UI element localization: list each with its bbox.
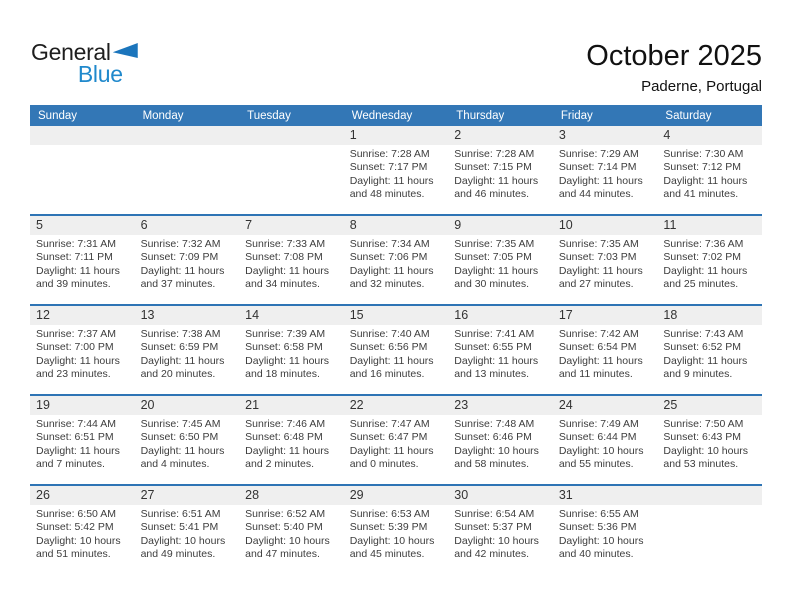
general-blue-logo <box>31 39 138 87</box>
sunset-text: Sunset: 6:46 PM <box>454 431 532 444</box>
day-number: 9 <box>448 216 553 235</box>
sunset-text: Sunset: 7:05 PM <box>454 251 532 264</box>
day-number: 15 <box>344 306 449 325</box>
day-info <box>239 505 344 562</box>
day-info <box>553 505 658 562</box>
daylight-text-line2: and 23 minutes. <box>36 368 111 381</box>
day-info <box>135 505 240 562</box>
daylight-text-line1: Daylight: 10 hours <box>558 444 644 457</box>
day-number: 17 <box>553 306 658 325</box>
day-info <box>657 325 762 382</box>
sunset-text: Sunset: 5:40 PM <box>245 521 323 534</box>
day-cell-6 <box>135 216 240 304</box>
sunset-text: Sunset: 7:12 PM <box>663 161 742 174</box>
day-info <box>344 235 449 292</box>
logo-text-blue: Blue <box>77 61 123 87</box>
day-number: 7 <box>239 216 344 235</box>
masthead-titles <box>586 40 762 96</box>
location-subtitle: Paderne, Portugal <box>641 78 762 95</box>
sunrise-text: Sunrise: 7:40 AM <box>349 328 430 340</box>
daylight-text-line1: Daylight: 11 hours <box>349 264 434 277</box>
day-cell-12 <box>30 306 135 394</box>
sunrise-text: Sunrise: 7:36 AM <box>663 238 744 250</box>
day-number: 28 <box>239 486 344 505</box>
sunset-text: Sunset: 5:36 PM <box>558 521 637 534</box>
day-number: 29 <box>344 486 449 505</box>
day-number: 30 <box>448 486 553 505</box>
day-cell-15 <box>344 306 449 394</box>
day-info <box>553 235 658 292</box>
day-number: 31 <box>553 486 658 505</box>
day-info <box>239 325 344 382</box>
daylight-text-line2: and 40 minutes. <box>558 548 634 561</box>
sunrise-text: Sunrise: 6:51 AM <box>140 508 221 520</box>
sunrise-text: Sunrise: 7:28 AM <box>454 148 535 160</box>
day-cell-empty <box>30 126 135 214</box>
day-info <box>657 505 762 508</box>
day-info <box>344 325 449 382</box>
day-number: 19 <box>30 396 135 415</box>
daylight-text-line2: and 20 minutes. <box>140 368 216 381</box>
daylight-text-line1: Daylight: 11 hours <box>558 174 643 187</box>
weekday-header-monday: Monday <box>142 109 184 122</box>
sunrise-text: Sunrise: 7:50 AM <box>663 418 744 430</box>
daylight-text-line1: Daylight: 10 hours <box>36 534 121 547</box>
day-cell-3 <box>553 126 658 214</box>
sunset-text: Sunset: 7:15 PM <box>454 161 532 174</box>
sunset-text: Sunset: 6:55 PM <box>454 341 532 354</box>
day-cell-22 <box>344 396 449 484</box>
day-cell-11 <box>657 216 762 304</box>
day-cell-18 <box>657 306 762 394</box>
day-number: 24 <box>553 396 658 415</box>
sunset-text: Sunset: 7:02 PM <box>663 251 742 264</box>
daylight-text-line2: and 48 minutes. <box>349 188 425 201</box>
sunrise-text: Sunrise: 7:45 AM <box>140 418 221 430</box>
day-number: 12 <box>30 306 135 325</box>
sunset-text: Sunset: 5:42 PM <box>36 521 114 534</box>
day-number: 25 <box>657 396 762 415</box>
day-number: 10 <box>553 216 658 235</box>
day-info <box>135 145 240 148</box>
sunrise-text: Sunrise: 7:43 AM <box>663 328 744 340</box>
sunset-text: Sunset: 7:11 PM <box>36 251 113 264</box>
day-info <box>344 505 449 562</box>
daylight-text-line2: and 30 minutes. <box>454 278 529 291</box>
day-cell-27 <box>135 486 240 574</box>
daylight-text-line2: and 13 minutes. <box>454 368 529 381</box>
day-cell-24 <box>553 396 658 484</box>
sunrise-text: Sunrise: 7:32 AM <box>140 238 221 250</box>
sunrise-text: Sunrise: 7:41 AM <box>454 328 535 340</box>
sunset-text: Sunset: 6:44 PM <box>558 431 637 444</box>
sunrise-text: Sunrise: 7:28 AM <box>349 148 430 160</box>
daylight-text-line2: and 55 minutes. <box>558 458 634 471</box>
sunset-text: Sunset: 6:50 PM <box>140 431 219 444</box>
daylight-text-line1: Daylight: 11 hours <box>349 174 434 187</box>
day-info <box>239 235 344 292</box>
calendar-table <box>30 105 762 574</box>
day-number: 2 <box>448 126 553 145</box>
calendar-weeks <box>30 126 762 574</box>
daylight-text-line2: and 46 minutes. <box>454 188 529 201</box>
daylight-text-line1: Daylight: 11 hours <box>140 264 225 277</box>
daylight-text-line2: and 18 minutes. <box>245 368 320 381</box>
daylight-text-line2: and 16 minutes. <box>349 368 425 381</box>
day-info <box>30 235 135 292</box>
day-number: 3 <box>553 126 658 145</box>
sunrise-text: Sunrise: 6:54 AM <box>454 508 535 520</box>
daylight-text-line2: and 47 minutes. <box>245 548 320 561</box>
day-cell-25 <box>657 396 762 484</box>
daylight-text-line2: and 0 minutes. <box>349 458 419 471</box>
daylight-text-line1: Daylight: 11 hours <box>663 174 748 187</box>
daylight-text-line2: and 11 minutes. <box>558 368 633 381</box>
day-info <box>448 145 553 202</box>
daylight-text-line2: and 37 minutes. <box>140 278 216 291</box>
daylight-text-line1: Daylight: 10 hours <box>349 534 435 547</box>
weekday-header-sunday: Sunday <box>38 109 78 122</box>
day-cell-31 <box>553 486 658 574</box>
day-cell-29 <box>344 486 449 574</box>
day-number: 14 <box>239 306 344 325</box>
sunrise-text: Sunrise: 7:46 AM <box>245 418 326 430</box>
sunset-text: Sunset: 6:52 PM <box>663 341 742 354</box>
logo-text-general: General <box>31 39 111 65</box>
day-info <box>30 505 135 562</box>
day-number <box>239 126 344 145</box>
daylight-text-line1: Daylight: 10 hours <box>245 534 330 547</box>
sunset-text: Sunset: 6:47 PM <box>349 431 428 444</box>
day-cell-14 <box>239 306 344 394</box>
sunset-text: Sunset: 7:17 PM <box>349 161 428 174</box>
sunrise-text: Sunrise: 7:35 AM <box>558 238 639 250</box>
sunset-text: Sunset: 6:58 PM <box>245 341 323 354</box>
day-cell-9 <box>448 216 553 304</box>
day-cell-empty <box>657 486 762 574</box>
day-info <box>30 145 135 148</box>
sunset-text: Sunset: 7:03 PM <box>558 251 637 264</box>
daylight-text-line1: Daylight: 11 hours <box>36 264 120 277</box>
daylight-text-line1: Daylight: 11 hours <box>140 354 225 367</box>
daylight-text-line1: Daylight: 11 hours <box>36 354 120 367</box>
sunset-text: Sunset: 5:39 PM <box>349 521 428 534</box>
sunset-text: Sunset: 7:08 PM <box>245 251 323 264</box>
day-info <box>239 145 344 148</box>
daylight-text-line2: and 39 minutes. <box>36 278 111 291</box>
sunrise-text: Sunrise: 7:35 AM <box>454 238 535 250</box>
sunset-text: Sunset: 6:54 PM <box>558 341 637 354</box>
week-row <box>30 214 762 304</box>
day-number: 4 <box>657 126 762 145</box>
sunrise-text: Sunrise: 7:37 AM <box>36 328 116 340</box>
sunset-text: Sunset: 6:59 PM <box>140 341 219 354</box>
day-number: 8 <box>344 216 449 235</box>
sunset-text: Sunset: 7:09 PM <box>140 251 219 264</box>
day-cell-2 <box>448 126 553 214</box>
daylight-text-line2: and 41 minutes. <box>663 188 739 201</box>
sunrise-text: Sunrise: 7:49 AM <box>558 418 639 430</box>
day-cell-28 <box>239 486 344 574</box>
day-cell-23 <box>448 396 553 484</box>
daylight-text-line2: and 9 minutes. <box>663 368 733 381</box>
daylight-text-line2: and 53 minutes. <box>663 458 739 471</box>
day-number: 13 <box>135 306 240 325</box>
daylight-text-line1: Daylight: 11 hours <box>663 264 748 277</box>
daylight-text-line1: Daylight: 11 hours <box>245 354 329 367</box>
day-cell-8 <box>344 216 449 304</box>
daylight-text-line2: and 45 minutes. <box>349 548 425 561</box>
month-title: October 2025 <box>586 40 762 72</box>
daylight-text-line1: Daylight: 11 hours <box>454 354 539 367</box>
sunrise-text: Sunrise: 7:39 AM <box>245 328 326 340</box>
sunrise-text: Sunrise: 6:55 AM <box>558 508 639 520</box>
daylight-text-line1: Daylight: 10 hours <box>140 534 226 547</box>
daylight-text-line1: Daylight: 11 hours <box>349 354 434 367</box>
weekday-header-saturday: Saturday <box>665 109 712 122</box>
day-cell-empty <box>135 126 240 214</box>
day-info <box>448 505 553 562</box>
daylight-text-line1: Daylight: 11 hours <box>245 444 329 457</box>
day-info <box>657 145 762 202</box>
day-info <box>657 235 762 292</box>
daylight-text-line2: and 58 minutes. <box>454 458 529 471</box>
daylight-text-line1: Daylight: 11 hours <box>454 174 539 187</box>
day-info <box>135 325 240 382</box>
sunrise-text: Sunrise: 6:50 AM <box>36 508 116 520</box>
day-number: 21 <box>239 396 344 415</box>
sunrise-text: Sunrise: 7:44 AM <box>36 418 116 430</box>
day-number: 18 <box>657 306 762 325</box>
day-info <box>30 415 135 472</box>
day-cell-empty <box>239 126 344 214</box>
daylight-text-line2: and 7 minutes. <box>36 458 105 471</box>
logo-triangle-icon <box>113 43 138 58</box>
daylight-text-line2: and 25 minutes. <box>663 278 739 291</box>
daylight-text-line2: and 51 minutes. <box>36 548 111 561</box>
daylight-text-line1: Daylight: 10 hours <box>663 444 749 457</box>
sunset-text: Sunset: 5:37 PM <box>454 521 532 534</box>
day-info <box>239 415 344 472</box>
day-info <box>135 415 240 472</box>
sunrise-text: Sunrise: 7:47 AM <box>349 418 430 430</box>
day-info <box>553 325 658 382</box>
sunset-text: Sunset: 7:06 PM <box>349 251 428 264</box>
day-cell-5 <box>30 216 135 304</box>
day-cell-20 <box>135 396 240 484</box>
weekday-header-tuesday: Tuesday <box>247 109 291 122</box>
week-row <box>30 394 762 484</box>
day-info <box>30 325 135 382</box>
daylight-text-line1: Daylight: 11 hours <box>454 264 539 277</box>
daylight-text-line1: Daylight: 11 hours <box>140 444 225 457</box>
day-number <box>30 126 135 145</box>
week-row <box>30 126 762 214</box>
day-number: 1 <box>344 126 449 145</box>
day-number: 11 <box>657 216 762 235</box>
daylight-text-line2: and 34 minutes. <box>245 278 320 291</box>
day-cell-21 <box>239 396 344 484</box>
day-info <box>448 235 553 292</box>
day-number: 20 <box>135 396 240 415</box>
daylight-text-line1: Daylight: 11 hours <box>663 354 748 367</box>
day-cell-10 <box>553 216 658 304</box>
daylight-text-line2: and 32 minutes. <box>349 278 425 291</box>
day-number: 26 <box>30 486 135 505</box>
daylight-text-line1: Daylight: 11 hours <box>558 354 643 367</box>
day-number <box>657 486 762 505</box>
daylight-text-line1: Daylight: 10 hours <box>454 444 539 457</box>
daylight-text-line2: and 4 minutes. <box>140 458 210 471</box>
daylight-text-line2: and 44 minutes. <box>558 188 634 201</box>
sunrise-text: Sunrise: 7:29 AM <box>558 148 639 160</box>
day-info <box>553 415 658 472</box>
daylight-text-line2: and 49 minutes. <box>140 548 216 561</box>
sunset-text: Sunset: 7:14 PM <box>558 161 637 174</box>
day-cell-4 <box>657 126 762 214</box>
weekday-header-row <box>30 105 762 126</box>
sunset-text: Sunset: 7:00 PM <box>36 341 114 354</box>
sunrise-text: Sunrise: 7:31 AM <box>36 238 116 250</box>
sunrise-text: Sunrise: 7:34 AM <box>349 238 430 250</box>
day-cell-7 <box>239 216 344 304</box>
day-cell-19 <box>30 396 135 484</box>
day-info <box>135 235 240 292</box>
day-info <box>344 415 449 472</box>
week-row <box>30 304 762 394</box>
sunset-text: Sunset: 6:56 PM <box>349 341 428 354</box>
daylight-text-line1: Daylight: 11 hours <box>36 444 120 457</box>
sunrise-text: Sunrise: 6:52 AM <box>245 508 326 520</box>
sunrise-text: Sunrise: 7:38 AM <box>140 328 221 340</box>
day-number <box>135 126 240 145</box>
sunset-text: Sunset: 6:48 PM <box>245 431 323 444</box>
daylight-text-line2: and 2 minutes. <box>245 458 315 471</box>
daylight-text-line1: Daylight: 11 hours <box>558 264 643 277</box>
day-number: 22 <box>344 396 449 415</box>
sunrise-text: Sunrise: 7:42 AM <box>558 328 639 340</box>
day-info <box>553 145 658 202</box>
day-number: 6 <box>135 216 240 235</box>
daylight-text-line1: Daylight: 11 hours <box>349 444 434 457</box>
day-cell-1 <box>344 126 449 214</box>
daylight-text-line1: Daylight: 10 hours <box>558 534 644 547</box>
day-number: 23 <box>448 396 553 415</box>
weekday-header-wednesday: Wednesday <box>351 109 413 122</box>
day-info <box>657 415 762 472</box>
day-number: 16 <box>448 306 553 325</box>
day-cell-13 <box>135 306 240 394</box>
sunset-text: Sunset: 6:43 PM <box>663 431 742 444</box>
sunrise-text: Sunrise: 7:30 AM <box>663 148 744 160</box>
day-cell-17 <box>553 306 658 394</box>
day-info <box>344 145 449 202</box>
day-number: 27 <box>135 486 240 505</box>
day-cell-26 <box>30 486 135 574</box>
weekday-header-friday: Friday <box>560 109 593 122</box>
day-info <box>448 325 553 382</box>
day-cell-30 <box>448 486 553 574</box>
daylight-text-line2: and 42 minutes. <box>454 548 529 561</box>
day-number: 5 <box>30 216 135 235</box>
sunset-text: Sunset: 5:41 PM <box>140 521 219 534</box>
weekday-header-thursday: Thursday <box>456 109 505 122</box>
daylight-text-line1: Daylight: 10 hours <box>454 534 539 547</box>
sunrise-text: Sunrise: 7:48 AM <box>454 418 535 430</box>
day-info <box>448 415 553 472</box>
daylight-text-line1: Daylight: 11 hours <box>245 264 329 277</box>
week-row <box>30 484 762 574</box>
sunset-text: Sunset: 6:51 PM <box>36 431 114 444</box>
daylight-text-line2: and 27 minutes. <box>558 278 634 291</box>
day-cell-16 <box>448 306 553 394</box>
sunrise-text: Sunrise: 6:53 AM <box>349 508 430 520</box>
sunrise-text: Sunrise: 7:33 AM <box>245 238 326 250</box>
